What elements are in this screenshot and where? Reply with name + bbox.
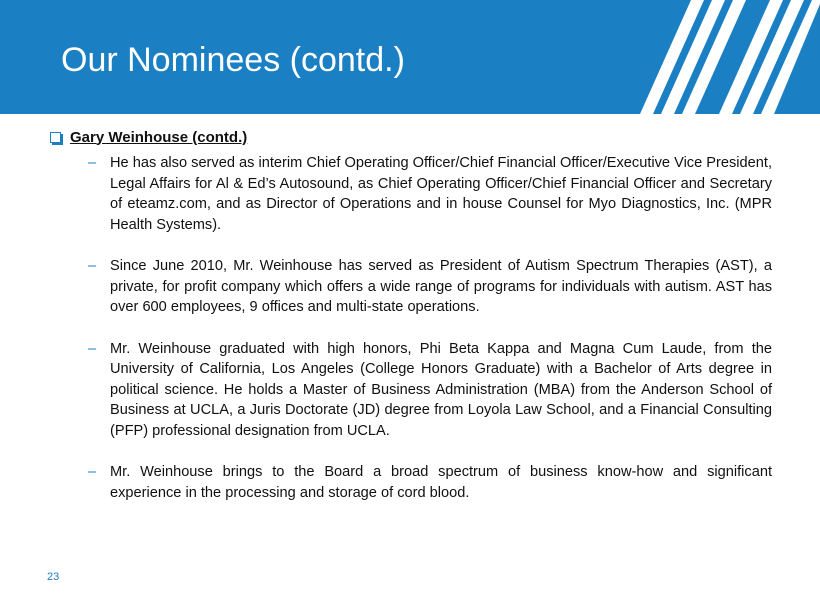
dash-icon: – <box>88 155 97 171</box>
bullet-text: Mr. Weinhouse graduated with high honors, Phi Beta Kappa and Magna Cum Laude, from the University of California, Los Angeles (College Honors Graduate) with a Bachelor of Arts degree in political science. He holds a Master of Business Administration (MBA) from the Anderson School of Business at UCLA, a Juris Doctorate (JD) degree from Loyola Law School, and a Financial Consulting (PFP) professional designation from UCLA. <box>110 340 772 439</box>
bullet-item <box>48 339 772 442</box>
bullet-text: He has also served as interim Chief Operating Officer/Chief Financial Officer/Executive Vice President, Legal Affairs for Al & Ed’s Autosound, as Chief Operating Officer/Chief Financial Officer and Secretary of eteamz.com, and as Director of Operations and in house Counsel for Myo Diagnostics, Inc. (MPR Health Systems). <box>110 155 772 233</box>
page-number: 23 <box>47 571 60 583</box>
bullet-item <box>48 153 772 235</box>
slide-title: Our Nominees (contd.) <box>61 41 405 79</box>
slide-content <box>48 126 772 503</box>
nominee-name-heading: Gary Weinhouse (contd.) <box>70 128 248 146</box>
dash-icon: – <box>88 258 97 274</box>
bullet-item <box>48 256 772 318</box>
section-heading <box>48 126 772 148</box>
bullet-text: Mr. Weinhouse brings to the Board a broad spectrum of business know-how and significant experience in the processing and storage of cord blood. <box>110 464 772 501</box>
bullet-item <box>48 462 772 503</box>
dash-icon: – <box>88 464 97 480</box>
bullet-text: Since June 2010, Mr. Weinhouse has served as President of Autism Spectrum Therapies (AST), a private, for profit company which offers a wide range of programs for individuals with autism. AST has over 600 employees, 9 offices and multi-state operations. <box>110 258 772 315</box>
header-banner <box>0 0 820 114</box>
dash-icon: – <box>88 340 97 357</box>
checkbox-icon <box>50 132 61 143</box>
